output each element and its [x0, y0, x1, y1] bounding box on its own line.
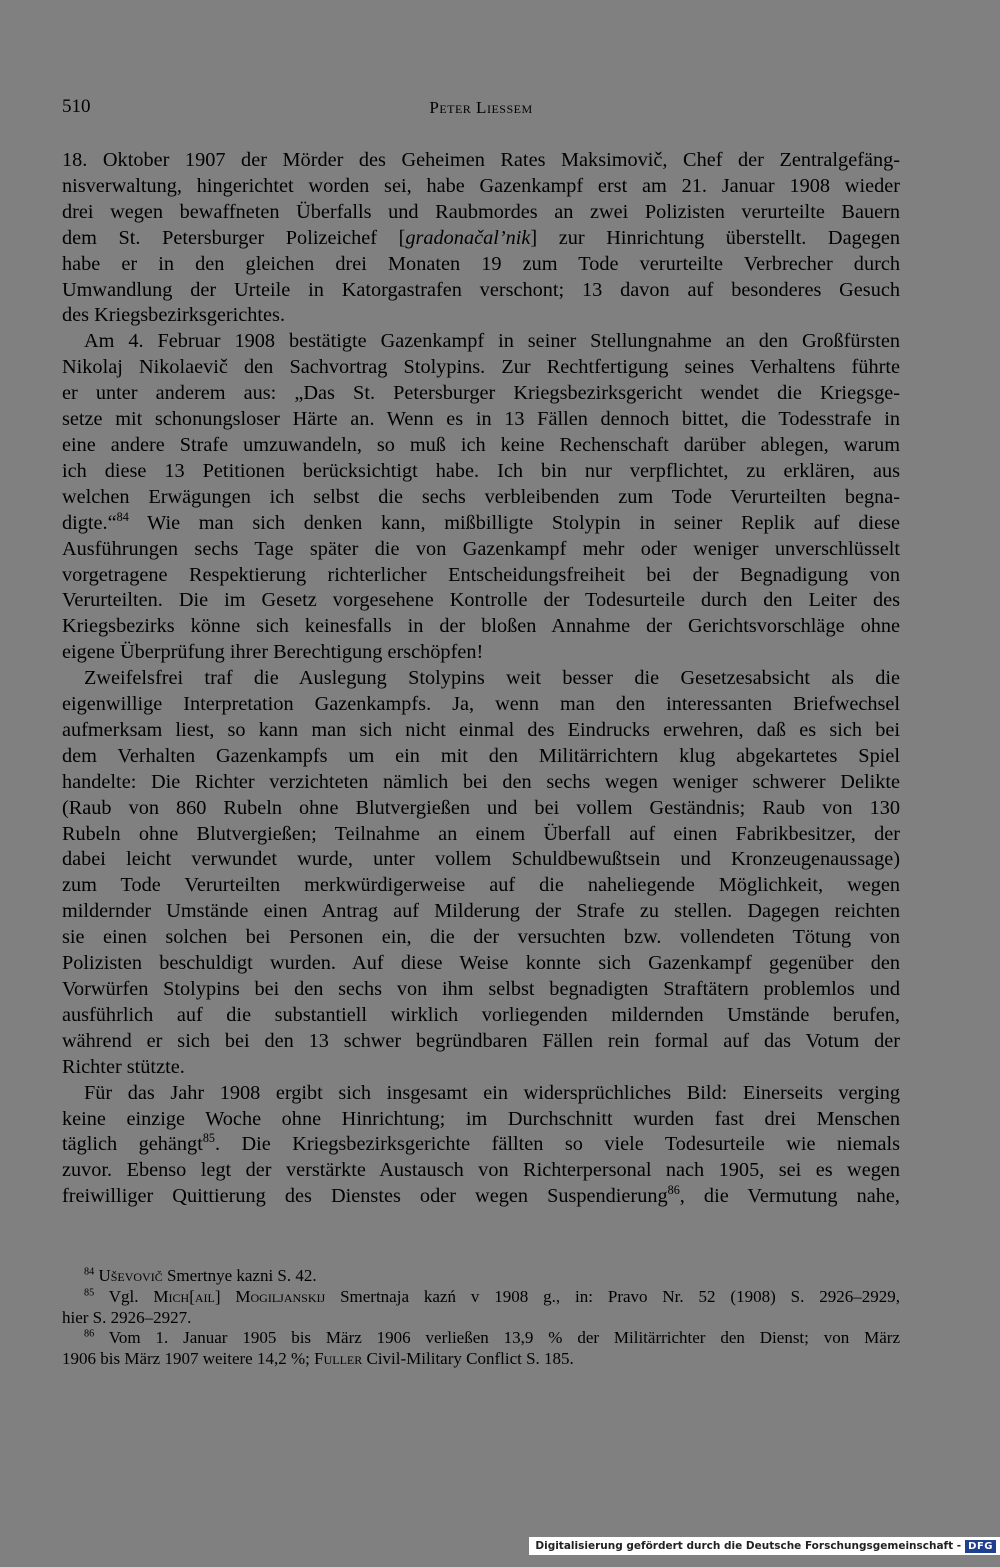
footnote-author: Uševovič [98, 1266, 163, 1285]
text-line: 18. Oktober 1907 der Mörder des Geheimen Rates Maksimovič, Chef der Zentralgefäng- [62, 149, 900, 171]
footnote-85-line-2: hier S. 2926–2927. [62, 1307, 192, 1327]
paragraph-3 [62, 666, 900, 1081]
dfg-funding-notice [529, 1537, 1000, 1555]
text-line: vorgetragene Respektierung richterlicher Entscheidungsfreiheit bei der Begnadigung von [62, 563, 900, 586]
text-line: dem Verhalten Gazenkampfs um ein mit den Militärrichtern klug abgekartetes Spiel [62, 744, 900, 767]
footnote-ref-84[interactable]: 84 [116, 509, 129, 524]
footnote-text: Civil-Military Conflict S. 185. [362, 1349, 574, 1369]
page-header [62, 96, 900, 126]
text-line: Richter stützte. [62, 1055, 185, 1078]
text-line [62, 1132, 900, 1158]
text-line: Polizisten beschuldigt wurden. Auf diese Weise konnte sich Gazenkampf gegenüber den [62, 952, 900, 975]
footnote-85 [62, 1287, 900, 1308]
text-fragment: , die Vermutung nahe, [679, 1185, 900, 1208]
dfg-logo-icon: DFG [965, 1540, 996, 1553]
body-text [62, 148, 900, 1210]
text-line: des Kriegsbezirksgerichtes. [62, 304, 286, 327]
text-line: eigene Überprüfung ihrer Berechtigung erschöpfen! [62, 641, 484, 664]
text-fragment: täglich gehängt [62, 1133, 203, 1156]
text-line: Nikolaj Nikolaevič den Sachvortrag Stolypins. Zur Rechtfertigung seines Verhaltens führte [62, 356, 900, 379]
text-line: setze mit schonungsloser Härte an. Wenn es in 13 Fällen dennoch bittet, die Todesstrafe in [62, 408, 900, 431]
text-line: Kriegsbezirks könne sich keinesfalls in der bloßen Annahme der Gerichtsvorschläge ohne [62, 615, 900, 638]
footnote-84 [62, 1266, 900, 1287]
text-fragment: Wie man sich denken kann, mißbilligte Stolypin in seiner Replik auf diese [128, 511, 900, 534]
footnote-ref-85[interactable]: 85 [202, 1131, 215, 1146]
footnote-text: Vgl. [108, 1286, 154, 1306]
text-line: Umwandlung der Urteile in Katorgastrafen verschont; 13 davon auf besonderes Gesuch [62, 278, 900, 301]
text-line: zum Tode Verurteilten merkwürdigerweise auf die naheliegende Möglichkeit, wegen [62, 874, 900, 897]
text-line: ich diese 13 Petitionen berücksichtigt habe. Ich bin nur verpflichtet, zu erklären, aus [62, 459, 900, 482]
footnote-86 [62, 1328, 900, 1349]
text-line: Am 4. Februar 1908 bestätigte Gazenkampf in seiner Stellungnahme an den Großfürsten [84, 330, 900, 353]
text-line: Für das Jahr 1908 ergibt sich insgesamt ein widersprüchliches Bild: Einerseits verging [84, 1081, 900, 1104]
text-line: dabei leicht verwundet wurde, unter vollem Schuldbewußtsein und Kronzeugenaussage) [62, 848, 900, 871]
page-number: 510 [62, 96, 91, 117]
text-fragment: freiwilliger Quittierung des Dienstes oder wegen Suspendierung [62, 1185, 668, 1208]
footnotes [62, 1266, 900, 1370]
footnote-text: Smertnye kazni S. 42. [162, 1266, 317, 1285]
paragraph-1 [62, 148, 900, 329]
text-line: (Raub von 860 Rubeln ohne Blutvergießen und bei vollem Geständnis; Raub von 130 [62, 796, 900, 819]
text-line: eine andere Strafe umzuwandeln, so muß ich keine Rechenschaft darüber ablegen, warum [62, 433, 900, 456]
text-line: mildernder Umstände einen Antrag auf Milderung der Strafe zu stellen. Dagegen reichten [62, 900, 900, 923]
text-line: keine einzige Woche ohne Hinrichtung; im Durchschnitt wurden fast drei Menschen [62, 1107, 900, 1130]
text-line: drei wegen bewaffneten Überfalls und Raubmordes an zwei Polizisten verurteilte Bauern [62, 200, 900, 223]
footnote-86-line-2 [62, 1349, 900, 1370]
text-line: sie einen solchen bei Personen ein, die der versuchten bzw. vollendeten Tötung von [62, 926, 900, 949]
footnote-number: 85 [84, 1287, 95, 1299]
text-line: habe er in den gleichen drei Monaten 19 zum Tode verurteilte Verbrecher durch [62, 252, 900, 275]
italic-term: gradonačal’nik [405, 226, 531, 249]
text-line: aufmerksam liest, so kann man sich nicht einmal des Eindrucks erwehren, daß es sich bei [62, 718, 900, 741]
text-line: Ausführungen sechs Tage später die von Gazenkampf mehr oder weniger unverschlüsselt [62, 537, 900, 560]
footnote-ref-86[interactable]: 86 [667, 1183, 680, 1198]
text-line [62, 511, 900, 537]
paragraph-2 [62, 329, 900, 666]
text-line: welchen Erwägungen ich selbst die sechs verbleibenden zum Tode Verurteilten begna- [62, 485, 900, 508]
text-line: Verurteilten. Die im Gesetz vorgesehene Kontrolle der Todesurteile durch den Leiter des [62, 589, 900, 612]
running-head: Peter Liessem [429, 98, 533, 117]
text-line: Vorwürfen Stolypins bei den sechs von ihm selbst begnadigten Straftätern problemlos und [62, 978, 900, 1000]
text-line: er unter anderem aus: „Das St. Petersburger Kriegsbezirksgericht wendet die Kriegsge- [62, 382, 900, 405]
text-line: eigenwillige Interpretation Gazenkampfs. Ja, wenn man den interessanten Briefwechsel [62, 693, 900, 716]
text-line: Zweifelsfrei traf die Auslegung Stolypins weit besser die Gesetzesabsicht als die [84, 667, 900, 690]
text-line: dem St. Petersburger Polizeichef [gradonačal’nik] zur Hinrichtung überstellt. Dagegen [62, 226, 900, 249]
text-line: Rubeln ohne Blutvergießen; Teilnahme an einem Überfall auf einen Fabrikbesitzer, der [62, 822, 900, 845]
text-fragment: . Die Kriegsbezirksgerichte fällten so viele Todesurteile wie niemals [215, 1133, 901, 1156]
text-line: während er sich bei den 13 schwer begründbaren Fällen rein formal auf das Votum der [62, 1029, 900, 1052]
footnote-text: Smertnaja kazń v 1908 g., in: Pravo Nr. 52 (1908) S. 2926–2929, [325, 1286, 900, 1306]
dfg-funding-text: Digitalisierung gefördert durch die Deutsche Forschungsgemeinschaft - [535, 1540, 962, 1552]
paragraph-4 [62, 1081, 900, 1211]
footnote-author: Fuller [314, 1349, 363, 1369]
text-line: nisverwaltung, hingerichtet worden sei, habe Gazenkampf erst am 21. Januar 1908 wieder [62, 174, 900, 197]
footnote-author: Mich[ail] Mogiljanskij [153, 1286, 326, 1306]
text-line: zuvor. Ebenso legt der verstärkte Austausch von Richterpersonal nach 1905, sei es wegen [62, 1159, 900, 1182]
footnote-number: 84 [84, 1266, 95, 1278]
footnote-text: Vom 1. Januar 1905 bis März 1906 verließen 13,9 % der Militärrichter den Dienst; von März [108, 1328, 900, 1348]
footnote-text: 1906 bis März 1907 weitere 14,2 %; [62, 1349, 315, 1369]
text-line: handelte: Die Richter verzichteten nämlich bei den sechs wegen weniger schwerer Delikte [62, 770, 900, 793]
text-line: ausführlich auf die substantiell wirklich vorliegenden mildernden Umstände berufen, [62, 1003, 900, 1026]
text-fragment: digte.“ [62, 511, 117, 534]
text-line [62, 1184, 900, 1210]
footnote-number: 86 [84, 1328, 95, 1340]
